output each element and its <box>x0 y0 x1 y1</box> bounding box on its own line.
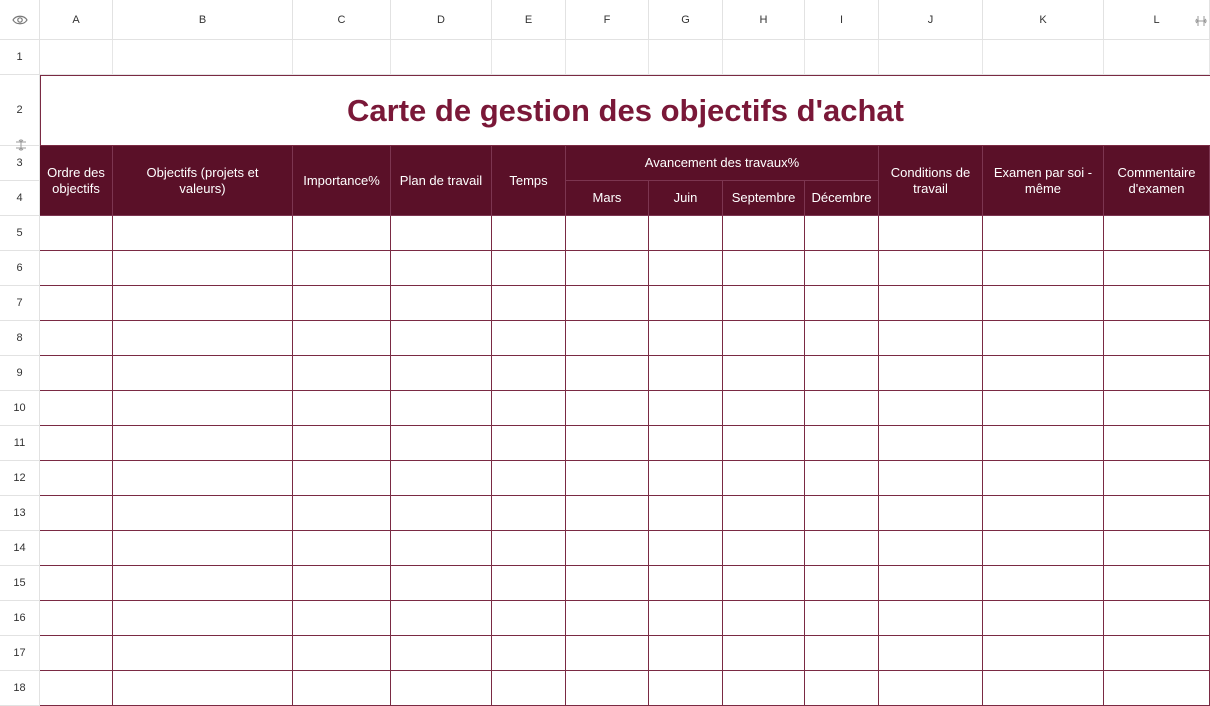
row-header-6[interactable]: 6 <box>0 251 40 286</box>
table-cell[interactable] <box>1104 461 1210 496</box>
table-cell[interactable] <box>293 286 391 321</box>
table-cell[interactable] <box>983 601 1104 636</box>
table-cell[interactable] <box>805 671 879 706</box>
header-avancement[interactable]: Avancement des travaux% <box>566 146 879 181</box>
table-cell[interactable] <box>113 251 293 286</box>
table-cell[interactable] <box>293 391 391 426</box>
table-cell[interactable] <box>391 321 492 356</box>
table-cell[interactable] <box>1104 251 1210 286</box>
table-cell[interactable] <box>983 321 1104 356</box>
table-cell[interactable] <box>649 391 723 426</box>
table-cell[interactable] <box>391 251 492 286</box>
table-cell[interactable] <box>983 251 1104 286</box>
table-cell[interactable] <box>879 286 983 321</box>
table-cell[interactable] <box>649 671 723 706</box>
table-cell[interactable] <box>492 496 566 531</box>
row-header-12[interactable]: 12 <box>0 461 40 496</box>
row-header-17[interactable]: 17 <box>0 636 40 671</box>
column-header-g[interactable]: G <box>649 0 723 40</box>
cell[interactable] <box>879 40 983 75</box>
table-cell[interactable] <box>649 426 723 461</box>
table-cell[interactable] <box>649 531 723 566</box>
cell[interactable] <box>492 40 566 75</box>
table-cell[interactable] <box>113 391 293 426</box>
header-temps[interactable]: Temps <box>492 146 566 216</box>
table-cell[interactable] <box>40 216 113 251</box>
table-cell[interactable] <box>492 601 566 636</box>
table-cell[interactable] <box>879 426 983 461</box>
table-cell[interactable] <box>1104 601 1210 636</box>
cell[interactable] <box>649 40 723 75</box>
table-cell[interactable] <box>566 426 649 461</box>
cell[interactable] <box>391 40 492 75</box>
table-cell[interactable] <box>113 321 293 356</box>
table-cell[interactable] <box>566 321 649 356</box>
table-cell[interactable] <box>492 566 566 601</box>
table-cell[interactable] <box>40 356 113 391</box>
table-cell[interactable] <box>566 636 649 671</box>
header-juin[interactable]: Juin <box>649 181 723 216</box>
table-cell[interactable] <box>40 286 113 321</box>
table-cell[interactable] <box>391 496 492 531</box>
table-cell[interactable] <box>879 251 983 286</box>
column-header-b[interactable]: B <box>113 0 293 40</box>
table-cell[interactable] <box>983 356 1104 391</box>
row-header-10[interactable]: 10 <box>0 391 40 426</box>
column-header-l[interactable]: L <box>1104 0 1210 40</box>
table-cell[interactable] <box>649 356 723 391</box>
cell[interactable] <box>1104 40 1210 75</box>
column-header-e[interactable]: E <box>492 0 566 40</box>
table-cell[interactable] <box>40 671 113 706</box>
header-decembre[interactable]: Décembre <box>805 181 879 216</box>
table-cell[interactable] <box>983 566 1104 601</box>
table-cell[interactable] <box>113 356 293 391</box>
header-conditions-de-travail[interactable]: Conditions de travail <box>879 146 983 216</box>
table-cell[interactable] <box>492 531 566 566</box>
table-cell[interactable] <box>40 321 113 356</box>
table-cell[interactable] <box>879 216 983 251</box>
table-cell[interactable] <box>293 531 391 566</box>
column-header-c[interactable]: C <box>293 0 391 40</box>
table-cell[interactable] <box>293 496 391 531</box>
table-cell[interactable] <box>723 251 805 286</box>
table-cell[interactable] <box>113 636 293 671</box>
freeze-row-handle-icon[interactable] <box>14 138 28 154</box>
table-cell[interactable] <box>879 321 983 356</box>
table-cell[interactable] <box>649 566 723 601</box>
table-cell[interactable] <box>805 391 879 426</box>
table-cell[interactable] <box>113 216 293 251</box>
header-commentaire[interactable]: Commentaire d'examen <box>1104 146 1210 216</box>
row-header-16[interactable]: 16 <box>0 601 40 636</box>
table-cell[interactable] <box>40 636 113 671</box>
table-cell[interactable] <box>40 391 113 426</box>
table-cell[interactable] <box>805 356 879 391</box>
table-cell[interactable] <box>805 321 879 356</box>
table-cell[interactable] <box>391 531 492 566</box>
table-cell[interactable] <box>293 251 391 286</box>
table-cell[interactable] <box>1104 216 1210 251</box>
table-cell[interactable] <box>723 461 805 496</box>
table-cell[interactable] <box>40 531 113 566</box>
table-cell[interactable] <box>293 426 391 461</box>
column-header-j[interactable]: J <box>879 0 983 40</box>
table-cell[interactable] <box>723 601 805 636</box>
row-header-3[interactable]: 3 <box>0 146 40 181</box>
table-cell[interactable] <box>805 216 879 251</box>
table-cell[interactable] <box>391 426 492 461</box>
eye-icon <box>12 14 28 26</box>
table-cell[interactable] <box>566 461 649 496</box>
table-cell[interactable] <box>40 251 113 286</box>
table-cell[interactable] <box>113 531 293 566</box>
table-cell[interactable] <box>723 321 805 356</box>
table-cell[interactable] <box>566 251 649 286</box>
table-cell[interactable] <box>293 566 391 601</box>
cell[interactable] <box>40 40 113 75</box>
row-header-7[interactable]: 7 <box>0 286 40 321</box>
table-cell[interactable] <box>879 531 983 566</box>
table-cell[interactable] <box>649 286 723 321</box>
table-cell[interactable] <box>983 426 1104 461</box>
cell[interactable] <box>293 40 391 75</box>
table-cell[interactable] <box>391 391 492 426</box>
table-cell[interactable] <box>879 566 983 601</box>
table-cell[interactable] <box>1104 566 1210 601</box>
table-cell[interactable] <box>649 496 723 531</box>
table-cell[interactable] <box>492 356 566 391</box>
table-cell[interactable] <box>805 251 879 286</box>
table-cell[interactable] <box>805 426 879 461</box>
cell[interactable] <box>566 40 649 75</box>
table-cell[interactable] <box>566 566 649 601</box>
table-cell[interactable] <box>40 461 113 496</box>
header-importance[interactable]: Importance% <box>293 146 391 216</box>
table-cell[interactable] <box>566 286 649 321</box>
table-cell[interactable] <box>113 566 293 601</box>
sheet-title[interactable]: Carte de gestion des objectifs d'achat <box>40 75 1210 146</box>
row-header-11[interactable]: 11 <box>0 426 40 461</box>
table-cell[interactable] <box>805 531 879 566</box>
table-cell[interactable] <box>723 286 805 321</box>
table-cell[interactable] <box>805 286 879 321</box>
table-cell[interactable] <box>391 601 492 636</box>
table-cell[interactable] <box>723 636 805 671</box>
table-cell[interactable] <box>1104 496 1210 531</box>
table-cell[interactable] <box>566 496 649 531</box>
cell[interactable] <box>805 40 879 75</box>
table-cell[interactable] <box>649 461 723 496</box>
table-cell[interactable] <box>566 391 649 426</box>
table-cell[interactable] <box>113 671 293 706</box>
table-cell[interactable] <box>649 636 723 671</box>
table-cell[interactable] <box>723 496 805 531</box>
table-cell[interactable] <box>113 496 293 531</box>
table-cell[interactable] <box>492 671 566 706</box>
table-cell[interactable] <box>723 671 805 706</box>
row-header-8[interactable]: 8 <box>0 321 40 356</box>
table-cell[interactable] <box>649 321 723 356</box>
table-cell[interactable] <box>293 461 391 496</box>
table-cell[interactable] <box>879 391 983 426</box>
table-cell[interactable] <box>391 356 492 391</box>
table-cell[interactable] <box>879 671 983 706</box>
table-cell[interactable] <box>1104 356 1210 391</box>
select-all-corner[interactable] <box>0 0 40 40</box>
table-cell[interactable] <box>983 531 1104 566</box>
column-header-d[interactable]: D <box>391 0 492 40</box>
cell[interactable] <box>723 40 805 75</box>
header-examen-par-soi-meme[interactable]: Examen par soi - même <box>983 146 1104 216</box>
table-cell[interactable] <box>723 566 805 601</box>
table-cell[interactable] <box>40 426 113 461</box>
table-cell[interactable] <box>391 286 492 321</box>
table-cell[interactable] <box>40 601 113 636</box>
table-cell[interactable] <box>566 531 649 566</box>
table-cell[interactable] <box>1104 531 1210 566</box>
table-cell[interactable] <box>723 356 805 391</box>
row-header-2[interactable]: 2 <box>0 75 40 146</box>
cell[interactable] <box>983 40 1104 75</box>
row-header-15[interactable]: 15 <box>0 566 40 601</box>
table-cell[interactable] <box>649 251 723 286</box>
table-cell[interactable] <box>723 391 805 426</box>
table-cell[interactable] <box>879 636 983 671</box>
table-cell[interactable] <box>805 461 879 496</box>
table-cell[interactable] <box>805 636 879 671</box>
table-cell[interactable] <box>566 601 649 636</box>
header-plan-de-travail[interactable]: Plan de travail <box>391 146 492 216</box>
table-cell[interactable] <box>113 601 293 636</box>
column-header-h[interactable]: H <box>723 0 805 40</box>
table-cell[interactable] <box>492 636 566 671</box>
row-header-1[interactable]: 1 <box>0 40 40 75</box>
table-cell[interactable] <box>293 601 391 636</box>
row-header-14[interactable]: 14 <box>0 531 40 566</box>
header-ordre-des-objectifs[interactable]: Ordre des objectifs <box>40 146 113 216</box>
table-cell[interactable] <box>113 426 293 461</box>
table-cell[interactable] <box>566 356 649 391</box>
table-cell[interactable] <box>566 671 649 706</box>
table-cell[interactable] <box>983 391 1104 426</box>
table-cell[interactable] <box>879 461 983 496</box>
column-header-a[interactable]: A <box>40 0 113 40</box>
table-cell[interactable] <box>293 321 391 356</box>
table-cell[interactable] <box>293 636 391 671</box>
row-header-5[interactable]: 5 <box>0 216 40 251</box>
table-cell[interactable] <box>492 286 566 321</box>
table-cell[interactable] <box>649 216 723 251</box>
table-cell[interactable] <box>40 566 113 601</box>
table-cell[interactable] <box>391 566 492 601</box>
cell[interactable] <box>113 40 293 75</box>
row-header-4[interactable]: 4 <box>0 181 40 216</box>
table-cell[interactable] <box>805 496 879 531</box>
column-header-i[interactable]: I <box>805 0 879 40</box>
table-cell[interactable] <box>879 601 983 636</box>
table-cell[interactable] <box>113 461 293 496</box>
table-cell[interactable] <box>649 601 723 636</box>
table-cell[interactable] <box>293 356 391 391</box>
table-cell[interactable] <box>293 671 391 706</box>
table-cell[interactable] <box>40 496 113 531</box>
header-septembre[interactable]: Septembre <box>723 181 805 216</box>
table-cell[interactable] <box>492 391 566 426</box>
table-cell[interactable] <box>492 251 566 286</box>
table-cell[interactable] <box>492 216 566 251</box>
table-cell[interactable] <box>391 216 492 251</box>
table-cell[interactable] <box>1104 321 1210 356</box>
header-mars[interactable]: Mars <box>566 181 649 216</box>
row-header-18[interactable]: 18 <box>0 671 40 706</box>
header-objectifs[interactable]: Objectifs (projets et valeurs) <box>113 146 293 216</box>
table-cell[interactable] <box>1104 636 1210 671</box>
table-cell[interactable] <box>983 496 1104 531</box>
table-cell[interactable] <box>983 286 1104 321</box>
table-cell[interactable] <box>723 216 805 251</box>
table-cell[interactable] <box>1104 391 1210 426</box>
table-cell[interactable] <box>566 216 649 251</box>
table-cell[interactable] <box>1104 671 1210 706</box>
row-header-13[interactable]: 13 <box>0 496 40 531</box>
row-header-9[interactable]: 9 <box>0 356 40 391</box>
table-cell[interactable] <box>983 216 1104 251</box>
table-cell[interactable] <box>391 671 492 706</box>
table-cell[interactable] <box>723 426 805 461</box>
table-cell[interactable] <box>723 531 805 566</box>
table-cell[interactable] <box>113 286 293 321</box>
table-cell[interactable] <box>391 636 492 671</box>
table-cell[interactable] <box>492 461 566 496</box>
table-cell[interactable] <box>805 566 879 601</box>
table-cell[interactable] <box>879 496 983 531</box>
table-cell[interactable] <box>492 321 566 356</box>
table-cell[interactable] <box>492 426 566 461</box>
table-cell[interactable] <box>983 461 1104 496</box>
column-header-k[interactable]: K <box>983 0 1104 40</box>
table-cell[interactable] <box>391 461 492 496</box>
table-cell[interactable] <box>983 636 1104 671</box>
table-cell[interactable] <box>1104 426 1210 461</box>
table-cell[interactable] <box>983 671 1104 706</box>
table-cell[interactable] <box>879 356 983 391</box>
freeze-column-handle-icon[interactable] <box>1194 14 1208 30</box>
table-cell[interactable] <box>293 216 391 251</box>
table-cell[interactable] <box>1104 286 1210 321</box>
table-cell[interactable] <box>805 601 879 636</box>
column-header-f[interactable]: F <box>566 0 649 40</box>
